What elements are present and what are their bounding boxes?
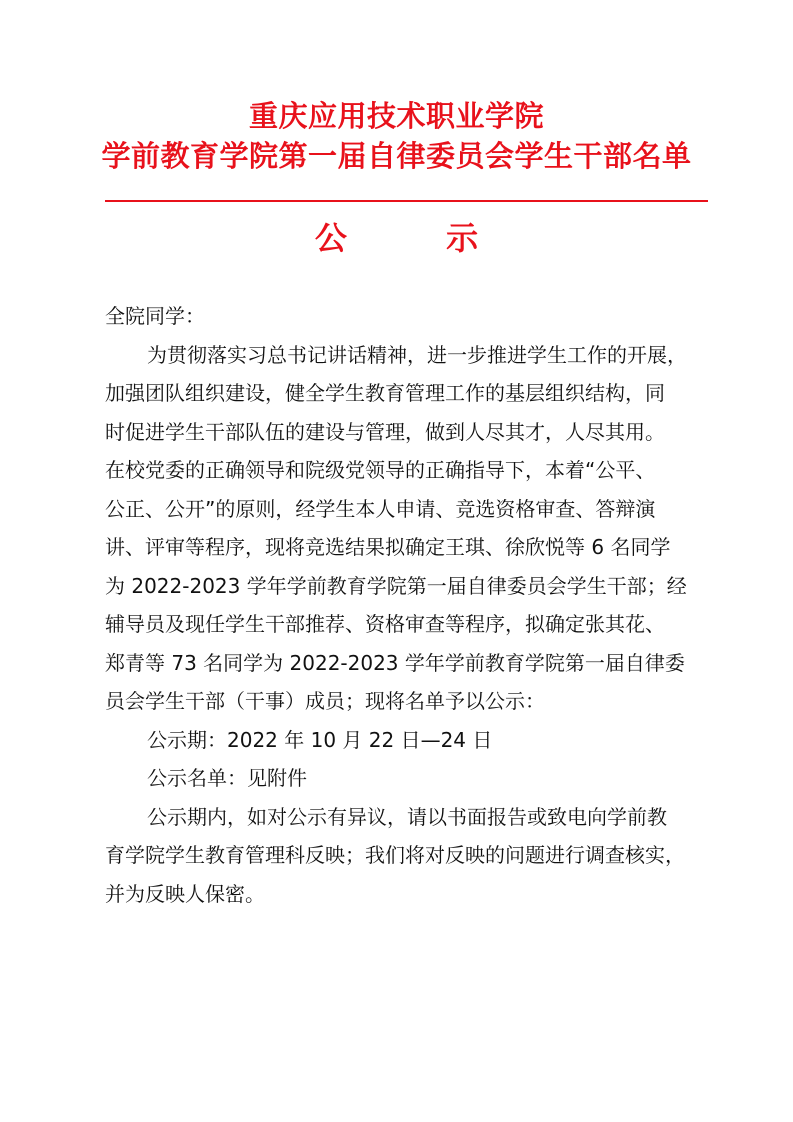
document-body xyxy=(105,297,717,913)
paragraph-line: 育学院学生教育管理科反映；我们将对反映的问题进行调查核实， xyxy=(105,843,685,867)
notice-list: 公示名单：见附件 xyxy=(147,766,307,790)
paragraph-line: 在校党委的正确领导和院级党领导的正确指导下，本着“公平、 xyxy=(105,458,656,482)
notice-period: 公示期：2022 年 10 月 22 日—24 日 xyxy=(147,727,493,752)
notice-heading: 公 示 xyxy=(314,219,523,257)
institution-title: 重庆应用技术职业学院 xyxy=(248,99,544,133)
red-divider xyxy=(105,200,708,202)
paragraph-line: 公示期内，如对公示有异议，请以书面报告或致电向学前教 xyxy=(147,804,667,829)
paragraph-line: 为贯彻落实习总书记讲话精神，进一步推进学生工作的开展， xyxy=(147,342,687,367)
paragraph-line: 讲、评审等程序，现将竞选结果拟确定王琪、徐欣悦等 6 名同学 xyxy=(105,535,671,559)
paragraph-line: 为 2022-2023 学年学前教育学院第一届自律委员会学生干部；经 xyxy=(105,573,687,598)
paragraph-line: 并为反映人保密。 xyxy=(105,881,265,906)
paragraph-line: 员会学生干部（干事）成员；现将名单予以公示： xyxy=(105,689,545,713)
paragraph-line: 加强团队组织建设，健全学生教育管理工作的基层组织结构，同 xyxy=(105,381,665,405)
document-header xyxy=(0,96,793,176)
paragraph-line: 时促进学生干部队伍的建设与管理，做到人尽其才，人尽其用。 xyxy=(105,419,665,444)
paragraph-line: 公正、公开”的原则，经学生本人申请、竞选资格审查、答辩演 xyxy=(105,496,656,521)
salutation: 全院同学： xyxy=(105,304,205,328)
document-title: 学前教育学院第一届自律委员会学生干部名单 xyxy=(101,139,692,173)
paragraph-line: 郑青等 73 名同学为 2022-2023 学年学前教育学院第一届自律委 xyxy=(105,650,685,675)
paragraph-line: 辅导员及现任学生干部推荐、资格审查等程序，拟确定张其花、 xyxy=(105,612,665,636)
